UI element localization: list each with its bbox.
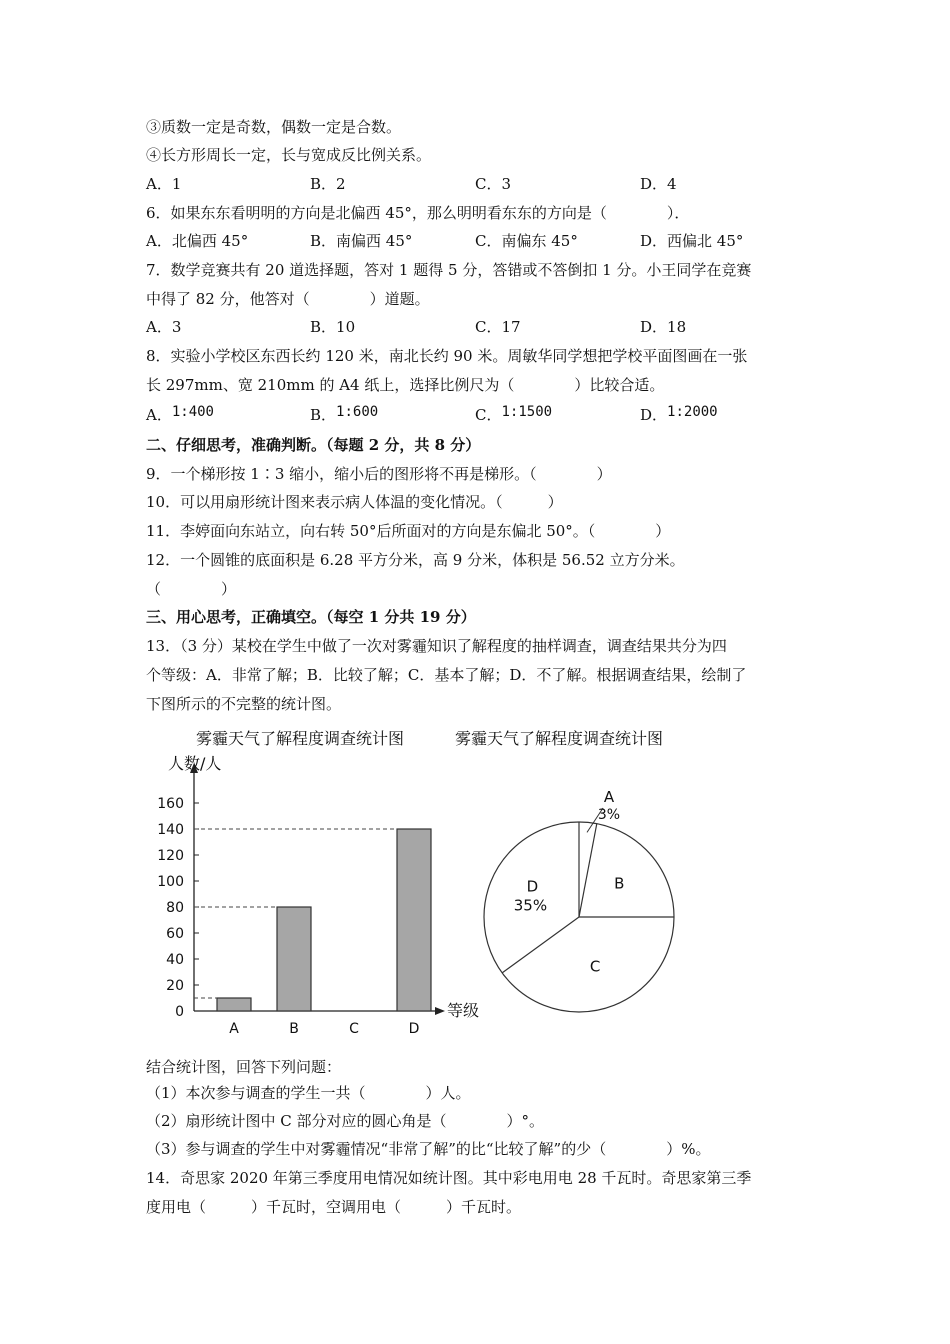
q8-option-d-value: 1:2000 — [667, 404, 718, 420]
section2-heading: 二、仔细思考，准确判断。（每题 2 分，共 8 分） — [146, 436, 481, 454]
y-tick-label: 40 — [166, 952, 184, 968]
q8-option-c — [475, 405, 552, 426]
q6-option-d: D．西偏北 45° — [640, 232, 744, 250]
q13-instruction: 结合统计图，回答下列问题： — [146, 1058, 342, 1076]
q13-line3: 下图所示的不完整的统计图。 — [146, 695, 342, 713]
q12-line1: 12．一个圆锥的底面积是 6.28 平方分米，高 9 分米，体积是 56.52 立方分米。 — [146, 551, 685, 569]
x-axis-label: 等级 — [447, 1001, 480, 1020]
q7-stem-line1: 7．数学竞赛共有 20 道选择题，答对 1 题得 5 分，答错或不答倒扣 1 分。小王同学在竞赛 — [146, 261, 752, 279]
q8-option-a-value: 1:400 — [171, 404, 214, 420]
q8-option-a — [146, 405, 214, 426]
bar-D — [397, 829, 431, 1011]
q5-option-a: A．1 — [146, 175, 182, 193]
pie-label-D: D — [526, 877, 539, 896]
y-tick-label: 0 — [175, 1004, 184, 1020]
pie-chart-title: 雾霾天气了解程度调查统计图 — [455, 729, 664, 748]
q8-stem-line1: 8．实验小学校区东西长约 120 米，南北长约 90 米。周敏华同学想把学校平面图画在一张 — [146, 347, 748, 365]
q12-line2: （ ） — [146, 580, 237, 598]
y-tick-label: 120 — [157, 848, 184, 864]
x-tick-label: C — [349, 1021, 359, 1037]
y-axis-label: 人数/人 — [168, 755, 222, 773]
q8-option-b-value: 1:600 — [336, 404, 379, 420]
x-axis-arrow — [435, 1007, 445, 1015]
bar-B — [277, 907, 311, 1011]
q5-option-b: B．2 — [310, 175, 346, 193]
y-tick-label: 100 — [157, 874, 184, 890]
bar-chart-title: 雾霾天气了解程度调查统计图 — [196, 729, 405, 748]
y-tick-label: 160 — [157, 796, 184, 812]
q8-option-b — [310, 405, 378, 426]
q8-option-d — [640, 405, 718, 426]
q14-line2: 度用电（ ）千瓦时，空调用电（ ）千瓦时。 — [146, 1198, 522, 1216]
q7-option-c: C．17 — [475, 318, 521, 336]
pie-value-D: 35% — [513, 896, 548, 915]
q14-line1: 14．奇思家 2020 年第三季度用电情况如统计图。其中彩电用电 28 千瓦时。奇思家第三季 — [146, 1169, 752, 1187]
q7-option-a: A．3 — [146, 318, 182, 336]
x-tick-label: B — [289, 1021, 299, 1037]
pie-label-B: B — [614, 874, 625, 893]
q6-option-b: B．南偏西 45° — [310, 232, 413, 250]
section3-heading: 三、用心思考，正确填空。（每空 1 分共 19 分） — [146, 608, 476, 626]
q6-option-c: C．南偏东 45° — [475, 232, 578, 250]
q8-stem-line2: 长 297mm、宽 210mm 的 A4 纸上，选择比例尺为（ ）比较合适。 — [146, 376, 665, 394]
y-tick-label: 60 — [166, 926, 184, 942]
y-tick-label: 20 — [166, 978, 184, 994]
q13-sub1: （1）本次参与调查的学生一共（ ）人。 — [146, 1084, 471, 1102]
x-tick-label: D — [408, 1021, 420, 1037]
q8-option-c-value: 1:1500 — [501, 404, 553, 420]
bar-chart — [140, 755, 500, 1045]
q5-item4: ④长方形周长一定，长与宽成反比例关系。 — [146, 146, 432, 164]
pie-label-A: A — [603, 788, 615, 806]
q5-option-d: D．4 — [640, 175, 677, 193]
q8-option-b-letter: B． — [310, 406, 337, 424]
q6-option-a: A．北偏西 45° — [146, 232, 249, 250]
y-tick-label: 80 — [166, 900, 184, 916]
q8-option-a-letter: A． — [146, 406, 172, 424]
q7-option-b: B．10 — [310, 318, 356, 336]
x-tick-label: A — [229, 1021, 239, 1037]
q9: 9．一个梯形按 1∶3 缩小，缩小后的图形将不再是梯形。（ ） — [146, 465, 612, 483]
q7-option-d: D．18 — [640, 318, 687, 336]
bar-A — [217, 998, 251, 1011]
pie-value-A: 3% — [597, 807, 621, 823]
q8-option-c-letter: C． — [475, 406, 502, 424]
q6-stem: 6．如果东东看明明的方向是北偏西 45°，那么明明看东东的方向是（ ）． — [146, 204, 690, 222]
y-tick-label: 140 — [157, 822, 184, 838]
q13-sub3: （3）参与调查的学生中对雾霾情况“非常了解”的比“比较了解”的少（ ）%。 — [146, 1140, 711, 1158]
pie-label-C: C — [589, 957, 601, 976]
q5-option-c: C．3 — [475, 175, 512, 193]
q7-stem-line2: 中得了 82 分，他答对（ ）道题。 — [146, 290, 430, 308]
q10: 10．可以用扇形统计图来表示病人体温的变化情况。（ ） — [146, 493, 563, 511]
q13-line2: 个等级：A．非常了解；B．比较了解；C．基本了解；D．不了解。根据调查结果，绘制了 — [146, 666, 747, 684]
q13-line1: 13．（3 分）某校在学生中做了一次对雾霾知识了解程度的抽样调查，调查结果共分为四 — [146, 637, 727, 655]
q13-sub2: （2）扇形统计图中 C 部分对应的圆心角是（ ）°。 — [146, 1112, 545, 1130]
q11: 11．李婷面向东站立，向右转 50°后所面对的方向是东偏北 50°。（ ） — [146, 522, 671, 540]
q5-item3: ③质数一定是奇数，偶数一定是合数。 — [146, 118, 402, 136]
q8-option-d-letter: D． — [640, 406, 668, 424]
pie-chart — [470, 760, 690, 1030]
